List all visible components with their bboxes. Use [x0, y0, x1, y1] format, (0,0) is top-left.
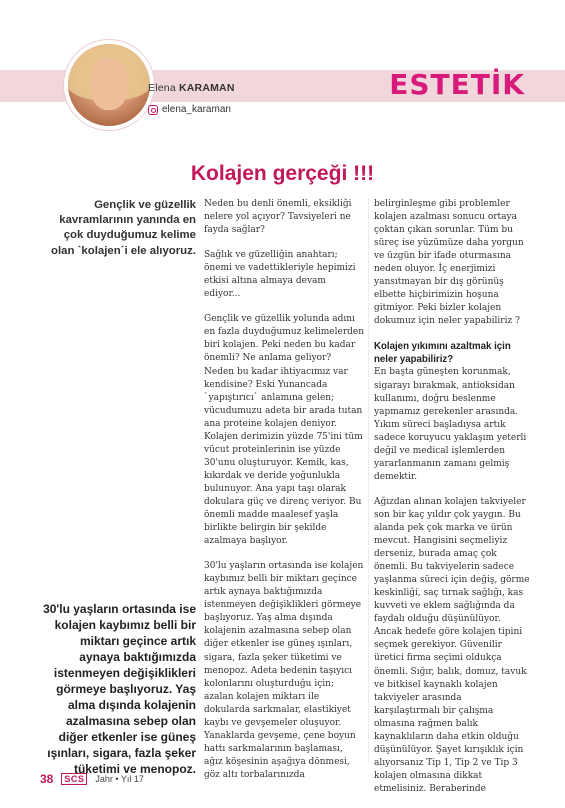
pull-quote: 30'lu yaşların ortasında ise kolajen kaybımız belli bir miktarı geçince artık aynaya baktığımızda istenmeyen değişiklikleri görmeye başlıyoruz. Yaş alma dışında kolajenin azalmasına sebep olan diğer etkenler ise güneş ışınları, sigara, fazla şeker tüketimi ve menopoz.	[43, 602, 196, 776]
author-photo-face	[90, 58, 128, 110]
issue-info: Jahr • Yıl 17	[95, 774, 144, 784]
article-title: Kolajen gerçeği !!!	[190, 162, 375, 186]
col1-paragraph-3: Gençlik ve güzellik yolunda adını en fazla duyduğumuz kelimelerden biri kolajen. Peki neden bu kadar önemli? Ne anlama geliyor? Neden bu kadar ihtiyacımız var kendisine? Eski Yunancada `yapıştırıcı` anlamına gelen; vücudumuzu adeta bir arada tutan ana proteine kolajen deniyor. Kolajen derimizin yüzde 75'ini tüm vücut proteinlerinin ise yüzde 30'unu oluşturuyor. Kemik, kas, kıkırdak ve deride yoğunlukla bulunuyor. Ana yapı taşı olarak dokulara güç ve direnç veriyor. Bu önemli madde maalesef yaşla birlikte belirgin bir şekilde azalmaya başlıyor.	[204, 314, 365, 547]
article-lead: Gençlik ve güzellik kavramlarının yanında en çok duyduğumuz kelime olan `kolajen´i ele alıyoruz.	[51, 199, 196, 257]
instagram-handle-text: elena_karaman	[162, 104, 231, 115]
col2-paragraph-1: belirginleşme gibi problemler kolajen azalması sonucu ortaya çoktan çıkan sorunlar. Tüm bu süreç ise yüzümüze daha yorgun ve üzgün bir ifade oturmasına neden oluyor. İç enerjimizi yansıtmayan bir dış görünüş elbette hiçbirimizin hoşuna gitmiyor. Peki bizler kolajen dokumuz için neler yapabiliriz ?	[374, 199, 524, 327]
col1-paragraph-4: 30'lu yaşların ortasında ise kolajen kaybımız belli bir miktarı geçince artık aynaya baktığımızda istenmeyen değişiklikleri görmeye başlıyoruz. Yaş alma dışında kolajenin azalmasına sebep olan diğer etkenler ise güneş ışınları, sigara, fazla şeker tüketimi ve menopoz. Adeta bedenin taşıyıcı kolonlarını oluşturduğu için; azalan kolajen miktarı ile dokularda sarkmalar, elastikiyet kaybı ve gevşemeler oluşuyor. Yanaklarda gevşeme, çene boyun hattı sarkmalarının başlaması, ağız köşesinin aşağıya dönmesi, göz altı torbalarınızda	[204, 561, 364, 780]
author-first-name: Elena	[148, 82, 176, 94]
magazine-logo: SCS	[61, 773, 87, 785]
col2-subheading: Kolajen yıkımını azaltmak için neler yapabiliriz?	[374, 341, 511, 366]
column-divider	[368, 198, 369, 763]
page-footer	[40, 772, 144, 786]
instagram-icon	[148, 105, 158, 115]
author-last-name: KARAMAN	[178, 82, 235, 94]
page-number: 38	[40, 772, 54, 786]
section-title: ESTETİK	[389, 68, 525, 101]
col1-paragraph-1: Neden bu denli önemli, eksikliği nelere yol açıyor? Tavsiyeleri ne fayda sağlar?	[204, 199, 352, 236]
article-column-1	[204, 198, 364, 794]
col2-paragraph-3: Ağızdan alınan kolajen takviyeler son bir kaç yıldır çok yaygın. Bu alanda pek çok marka ve ürün mevcut. Hangisini seçmeliyiz derseniz, burada amaç çok önemli. Bu takviyelerin sadece yaşlanma süreci için değiş, görme keskinliği, saç tırnak sağlığı, kas kuvveti ve eklem sağlığında da faydalı olduğu düşünülüyor. Ancak hedefe göre kolajen tipini seçmek gerekiyor. Güvenilir üretici firma seçimi oldukça önemli. Sığır, balık, domuz, tavuk ve bitkisel kaynaklı kolajen takviyeler arasında karşılaştırmalı bir çalışma olmasına rağmen balık kaynaklıların daha etkin olduğu düşünülüyor. Şayet kırışıklık için alıyorsanız Tip 1, Tip 2 ve Tip 3 kolajen olmasına dikkat etmelisiniz. Beraberinde	[374, 496, 530, 794]
instagram-handle[interactable]	[148, 104, 231, 115]
author-name	[148, 82, 235, 94]
author-photo	[64, 40, 154, 130]
article-column-2	[374, 198, 530, 808]
col1-paragraph-2: Sağlık ve güzelliğin anahtarı; önemi ve vadettikleriyle hepimizi etkisi altına almaya devam ediyor...	[204, 250, 356, 300]
col2-paragraph-2: En başta güneşten korunmak, sigarayı bırakmak, antioksidan kullanımı, doğru beslenme yapmamız gerekenler arasında. Yıkım süreci başladıysa artık sadece koruyucu yaklaşım yeterli değil ve medical işlemlerden yararlanmanın zamanı gelmiş demektir.	[374, 367, 527, 482]
